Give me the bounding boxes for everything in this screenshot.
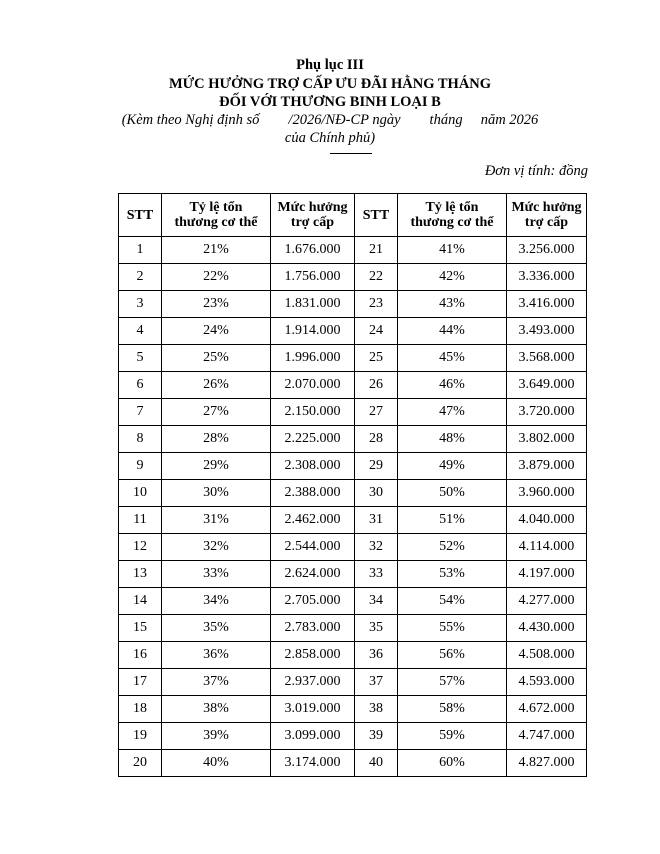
- cell-amount: 4.827.000: [507, 750, 587, 777]
- table-row: [119, 291, 587, 318]
- cell-stt: 40: [355, 750, 398, 777]
- cell-rate: 48%: [398, 426, 507, 453]
- title-line-2: ĐỐI VỚI THƯƠNG BINH LOẠI B: [219, 94, 441, 110]
- appendix-label: Phụ lục III: [296, 57, 364, 73]
- cell-stt: 31: [355, 507, 398, 534]
- cell-rate: 34%: [162, 588, 271, 615]
- table-row: [119, 615, 587, 642]
- table-row: [119, 372, 587, 399]
- cell-rate: 23%: [162, 291, 271, 318]
- header-amount-2: [507, 194, 587, 237]
- cell-rate: 52%: [398, 534, 507, 561]
- cell-rate: 38%: [162, 696, 271, 723]
- cell-rate: 26%: [162, 372, 271, 399]
- cell-amount: 2.624.000: [271, 561, 355, 588]
- cell-rate: 40%: [162, 750, 271, 777]
- cell-amount: 4.747.000: [507, 723, 587, 750]
- cell-stt: 23: [355, 291, 398, 318]
- cell-rate: 45%: [398, 345, 507, 372]
- cell-amount: 2.462.000: [271, 507, 355, 534]
- cell-stt: 10: [119, 480, 162, 507]
- cell-amount: 3.720.000: [507, 399, 587, 426]
- cell-stt: 7: [119, 399, 162, 426]
- cell-stt: 16: [119, 642, 162, 669]
- table-row: [119, 345, 587, 372]
- cell-amount: 4.197.000: [507, 561, 587, 588]
- cell-rate: 30%: [162, 480, 271, 507]
- cell-amount: 4.114.000: [507, 534, 587, 561]
- header-rate-2: [398, 194, 507, 237]
- table-row: [119, 480, 587, 507]
- table-body: [119, 237, 587, 777]
- cell-stt: 26: [355, 372, 398, 399]
- cell-amount: 1.996.000: [271, 345, 355, 372]
- header-amount-2-line-2: trợ cấp: [524, 215, 569, 230]
- cell-stt: 6: [119, 372, 162, 399]
- table-row: [119, 750, 587, 777]
- cell-rate: 44%: [398, 318, 507, 345]
- cell-rate: 39%: [162, 723, 271, 750]
- cell-stt: 2: [119, 264, 162, 291]
- cell-amount: 2.705.000: [271, 588, 355, 615]
- subtitle-line-1: (Kèm theo Nghị định số /2026/NĐ-CP ngày tháng năm 2026: [121, 112, 539, 128]
- cell-rate: 25%: [162, 345, 271, 372]
- header-rate: [162, 194, 271, 237]
- table-row: [119, 507, 587, 534]
- cell-stt: 9: [119, 453, 162, 480]
- cell-amount: 3.960.000: [507, 480, 587, 507]
- cell-stt: 21: [355, 237, 398, 264]
- table-row: [119, 399, 587, 426]
- cell-stt: 11: [119, 507, 162, 534]
- cell-stt: 18: [119, 696, 162, 723]
- header-amount: [271, 194, 355, 237]
- cell-amount: 2.388.000: [271, 480, 355, 507]
- cell-amount: 3.416.000: [507, 291, 587, 318]
- header-stt-2: STT: [355, 194, 398, 237]
- table-row: [119, 453, 587, 480]
- subtitle-line-2: của Chính phủ): [284, 130, 376, 146]
- cell-rate: 50%: [398, 480, 507, 507]
- table-header-row: [119, 194, 587, 237]
- cell-rate: 36%: [162, 642, 271, 669]
- cell-rate: 57%: [398, 669, 507, 696]
- cell-stt: 37: [355, 669, 398, 696]
- cell-stt: 3: [119, 291, 162, 318]
- cell-stt: 22: [355, 264, 398, 291]
- cell-amount: 1.831.000: [271, 291, 355, 318]
- cell-amount: 4.508.000: [507, 642, 587, 669]
- cell-rate: 28%: [162, 426, 271, 453]
- cell-amount: 3.019.000: [271, 696, 355, 723]
- cell-amount: 2.858.000: [271, 642, 355, 669]
- cell-stt: 19: [119, 723, 162, 750]
- cell-rate: 51%: [398, 507, 507, 534]
- cell-stt: 28: [355, 426, 398, 453]
- cell-stt: 35: [355, 615, 398, 642]
- cell-rate: 46%: [398, 372, 507, 399]
- cell-amount: 3.336.000: [507, 264, 587, 291]
- cell-stt: 36: [355, 642, 398, 669]
- cell-rate: 21%: [162, 237, 271, 264]
- cell-amount: 3.879.000: [507, 453, 587, 480]
- cell-stt: 33: [355, 561, 398, 588]
- cell-rate: 42%: [398, 264, 507, 291]
- cell-stt: 12: [119, 534, 162, 561]
- cell-stt: 1: [119, 237, 162, 264]
- cell-stt: 17: [119, 669, 162, 696]
- cell-stt: 29: [355, 453, 398, 480]
- cell-stt: 39: [355, 723, 398, 750]
- cell-rate: 56%: [398, 642, 507, 669]
- cell-rate: 53%: [398, 561, 507, 588]
- cell-stt: 32: [355, 534, 398, 561]
- cell-stt: 14: [119, 588, 162, 615]
- table-row: [119, 264, 587, 291]
- cell-rate: 32%: [162, 534, 271, 561]
- subsidy-table: [118, 193, 587, 777]
- header-amount-line-1: Mức hưởng: [277, 200, 348, 215]
- table-row: [119, 561, 587, 588]
- cell-rate: 29%: [162, 453, 271, 480]
- header-rate-line-2: thương cơ thể: [174, 215, 258, 230]
- cell-rate: 22%: [162, 264, 271, 291]
- cell-amount: 3.493.000: [507, 318, 587, 345]
- cell-rate: 49%: [398, 453, 507, 480]
- cell-amount: 2.544.000: [271, 534, 355, 561]
- cell-stt: 25: [355, 345, 398, 372]
- cell-amount: 1.676.000: [271, 237, 355, 264]
- header-rate-2-line-1: Tỷ lệ tổn: [425, 200, 479, 215]
- cell-rate: 59%: [398, 723, 507, 750]
- cell-rate: 31%: [162, 507, 271, 534]
- header-rate-line-1: Tỷ lệ tổn: [189, 200, 243, 215]
- cell-amount: 1.914.000: [271, 318, 355, 345]
- cell-stt: 13: [119, 561, 162, 588]
- table-row: [119, 696, 587, 723]
- table-row: [119, 426, 587, 453]
- cell-stt: 20: [119, 750, 162, 777]
- cell-rate: 35%: [162, 615, 271, 642]
- cell-amount: 4.593.000: [507, 669, 587, 696]
- cell-amount: 2.937.000: [271, 669, 355, 696]
- cell-rate: 58%: [398, 696, 507, 723]
- header-amount-2-line-1: Mức hưởng: [511, 200, 582, 215]
- cell-amount: 4.672.000: [507, 696, 587, 723]
- table-row: [119, 723, 587, 750]
- cell-stt: 38: [355, 696, 398, 723]
- cell-amount: 3.099.000: [271, 723, 355, 750]
- table-row: [119, 318, 587, 345]
- title-line-1: MỨC HƯỞNG TRỢ CẤP ƯU ĐÃI HẰNG THÁNG: [168, 76, 492, 92]
- cell-amount: 4.277.000: [507, 588, 587, 615]
- cell-amount: 3.256.000: [507, 237, 587, 264]
- cell-amount: 3.649.000: [507, 372, 587, 399]
- cell-stt: 24: [355, 318, 398, 345]
- header-amount-line-2: trợ cấp: [290, 215, 335, 230]
- cell-amount: 2.225.000: [271, 426, 355, 453]
- cell-stt: 34: [355, 588, 398, 615]
- cell-amount: 4.430.000: [507, 615, 587, 642]
- title-divider: [330, 153, 372, 154]
- cell-amount: 2.070.000: [271, 372, 355, 399]
- table-row: [119, 534, 587, 561]
- cell-amount: 3.174.000: [271, 750, 355, 777]
- cell-amount: 1.756.000: [271, 264, 355, 291]
- table-row: [119, 669, 587, 696]
- cell-stt: 15: [119, 615, 162, 642]
- cell-amount: 3.568.000: [507, 345, 587, 372]
- header-stt: STT: [119, 194, 162, 237]
- cell-stt: 30: [355, 480, 398, 507]
- unit-label: Đơn vị tính: đồng: [484, 163, 588, 179]
- cell-rate: 27%: [162, 399, 271, 426]
- cell-amount: 3.802.000: [507, 426, 587, 453]
- cell-rate: 54%: [398, 588, 507, 615]
- cell-rate: 43%: [398, 291, 507, 318]
- cell-rate: 41%: [398, 237, 507, 264]
- table-row: [119, 237, 587, 264]
- cell-stt: 5: [119, 345, 162, 372]
- cell-amount: 2.308.000: [271, 453, 355, 480]
- cell-rate: 55%: [398, 615, 507, 642]
- header-rate-2-line-2: thương cơ thể: [410, 215, 494, 230]
- cell-rate: 47%: [398, 399, 507, 426]
- cell-amount: 2.783.000: [271, 615, 355, 642]
- cell-rate: 60%: [398, 750, 507, 777]
- cell-rate: 33%: [162, 561, 271, 588]
- cell-rate: 37%: [162, 669, 271, 696]
- cell-amount: 4.040.000: [507, 507, 587, 534]
- cell-stt: 27: [355, 399, 398, 426]
- cell-stt: 8: [119, 426, 162, 453]
- cell-stt: 4: [119, 318, 162, 345]
- cell-amount: 2.150.000: [271, 399, 355, 426]
- table-row: [119, 588, 587, 615]
- cell-rate: 24%: [162, 318, 271, 345]
- table-row: [119, 642, 587, 669]
